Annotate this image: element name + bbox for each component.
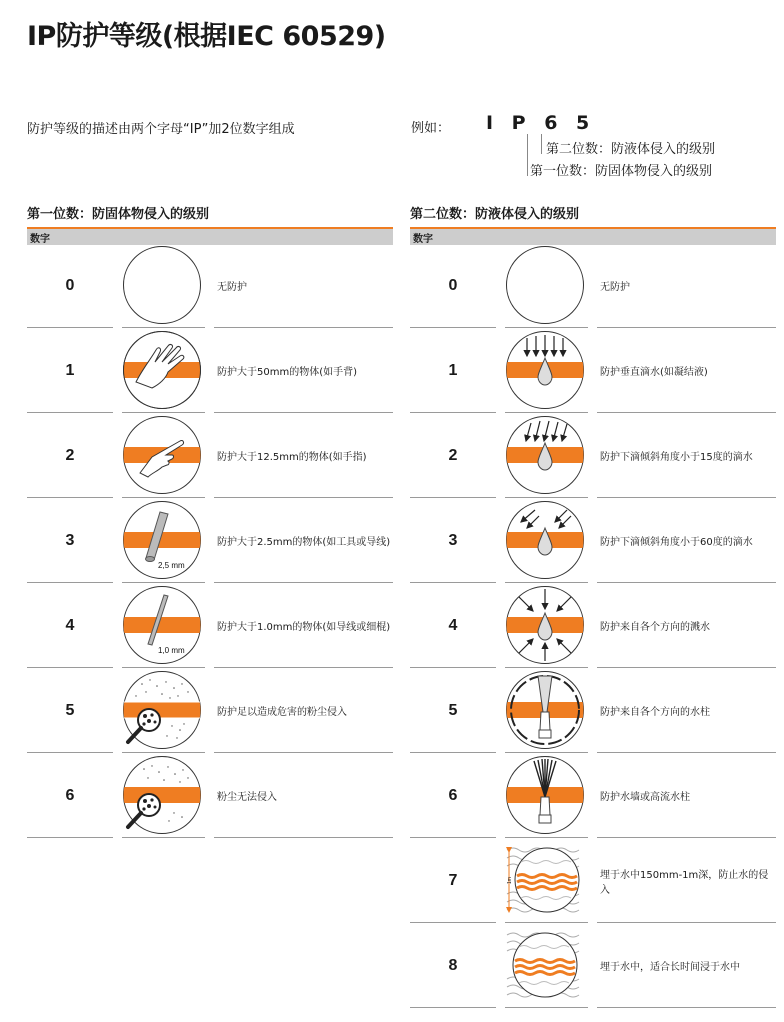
liquid-row-1: [410, 328, 776, 413]
description: 防护来自各个方向的水柱: [600, 707, 710, 718]
liquid-row-5: [410, 668, 776, 753]
description: 防护大于1.0mm的物体(如导线或细棍): [217, 622, 391, 633]
digit: 1: [448, 362, 458, 379]
liquid-row-2: [410, 413, 776, 498]
example-first-digit: 第一位数：防固体物侵入的级别: [530, 164, 713, 179]
description: 防护足以造成危害的粉尘侵入: [217, 707, 347, 718]
description: 防护水墙或高流水柱: [600, 792, 690, 803]
liquid-row-7: [410, 838, 776, 923]
digit: 5: [65, 702, 75, 719]
description: 防护大于2.5mm的物体(如工具或导线): [217, 537, 391, 548]
description: 防护大于12.5mm的物体(如手指): [217, 452, 367, 463]
size-label: 1,0 mm: [158, 646, 185, 655]
solid-row-5: [27, 668, 393, 753]
powerful-jet-icon: [505, 755, 585, 835]
solid-row-6: [27, 753, 393, 838]
example-label: 例如：: [411, 121, 451, 136]
intro-text: 防护等级的描述由两个字母“IP”加2位数字组成: [27, 122, 295, 137]
description: 无防护: [217, 282, 247, 293]
description: 防护来自各个方向的溅水: [600, 622, 710, 633]
description: 防护下滴倾斜角度小于15度的滴水: [600, 452, 753, 463]
wire-icon: [122, 585, 202, 665]
description: 埋于水中，适合长时间浸于水中: [600, 962, 740, 973]
immersion-temp-icon: [505, 840, 585, 920]
digit: 0: [448, 277, 458, 294]
dust-protected-icon: [122, 670, 202, 750]
liquid-row-0: [410, 243, 776, 328]
digit: 6: [65, 787, 75, 804]
digit: 3: [448, 532, 458, 549]
description: 防护下滴倾斜角度小于60度的滴水: [600, 537, 753, 548]
digit: 4: [65, 617, 75, 634]
description: 无防护: [600, 282, 630, 293]
dust-tight-icon: [122, 755, 202, 835]
drip-15-icon: [505, 415, 585, 495]
empty-circle-icon: [505, 245, 585, 325]
solid-row-1: [27, 328, 393, 413]
description: 粉尘无法侵入: [217, 792, 277, 803]
digit: 3: [65, 532, 75, 549]
tool-rod-icon: [122, 500, 202, 580]
digit: 5: [448, 702, 458, 719]
empty-circle-icon: [122, 245, 202, 325]
description: 防护垂直滴水(如凝结液): [600, 367, 708, 378]
depth-label: 1m: [507, 877, 513, 884]
liquid-row-8: [410, 923, 776, 1008]
example-pointer-line: [541, 134, 542, 154]
splash-icon: [505, 585, 585, 665]
digit: 8: [448, 957, 458, 974]
digit: 2: [448, 447, 458, 464]
example-pointer-line: [527, 134, 528, 176]
column-header-label: 数字: [30, 234, 50, 245]
water-jet-icon: [505, 670, 585, 750]
liquid-row-3: [410, 498, 776, 583]
finger-icon: [122, 415, 202, 495]
digit: 2: [65, 447, 75, 464]
solid-row-0: [27, 243, 393, 328]
description: 防护大于50mm的物体(如手背): [217, 367, 358, 378]
description: 埋于水中150mm-1m深，防止水的侵入: [600, 869, 769, 896]
digit: 7: [448, 872, 458, 889]
liquid-section-title: 第二位数：防液体侵入的级别: [410, 207, 580, 222]
hand-icon: [122, 330, 202, 410]
digit: 1: [65, 362, 75, 379]
example-code: I P 6 5: [486, 112, 596, 134]
solid-row-4: [27, 583, 393, 668]
solid-section-title: 第一位数：防固体物侵入的级别: [27, 207, 210, 222]
spray-60-icon: [505, 500, 585, 580]
column-header-label: 数字: [413, 234, 433, 245]
liquid-row-4: [410, 583, 776, 668]
digit: 4: [448, 617, 458, 634]
digit: 6: [448, 787, 458, 804]
size-label: 2,5 mm: [158, 561, 185, 570]
vertical-drip-icon: [505, 330, 585, 410]
solid-row-2: [27, 413, 393, 498]
solid-row-3: [27, 498, 393, 583]
liquid-row-6: [410, 753, 776, 838]
example-second-digit: 第二位数：防液体侵入的级别: [546, 142, 716, 157]
digit: 0: [65, 277, 75, 294]
page-title: IP防护等级(根据IEC 60529): [27, 21, 386, 52]
immersion-cont-icon: [505, 925, 585, 1005]
